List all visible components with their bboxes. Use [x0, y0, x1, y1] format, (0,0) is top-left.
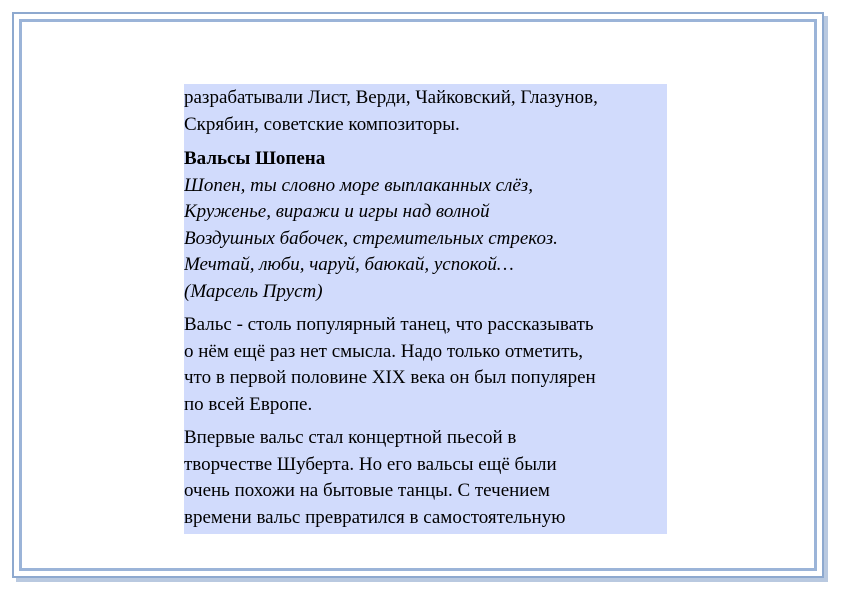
paragraph-line: Впервые вальс стал концертной пьесой в: [184, 427, 517, 448]
paragraph-line: Вальс - столь популярный танец, что рассказывать: [184, 314, 594, 335]
paragraph-waltz-popularity: [184, 312, 667, 418]
poem: [184, 173, 667, 306]
paragraph-line: творчестве Шуберта. Но его вальсы ещё были: [184, 453, 557, 475]
intro-line: разрабатывали Лист, Верди, Чайковский, Глазунов,: [184, 87, 598, 108]
text-box: [184, 84, 667, 534]
paragraph-concert-piece: [184, 425, 667, 531]
poem-line: Воздушных бабочек, стремительных стрекоз.: [184, 227, 558, 249]
intro-line: Скрябин, советские композиторы.: [184, 113, 460, 135]
paragraph-line: по всей Европе.: [184, 393, 313, 415]
poem-title: Вальсы Шопена: [184, 148, 326, 169]
paragraph-line: времени вальс превратился в самостоятельную: [184, 506, 566, 528]
poem-line: Мечтай, люби, чаруй, баюкай, успокой…: [184, 254, 514, 275]
paragraph-line: очень похожи на бытовые танцы. С течением: [184, 480, 550, 501]
intro-paragraph: [184, 85, 667, 138]
paragraph-line: о нём ещё раз нет смысла. Надо только отметить,: [184, 340, 584, 362]
poem-line: Круженье, виражи и игры над волной: [184, 201, 490, 222]
paragraph-line: что в первой половине XIX века он был популярен: [184, 367, 596, 388]
poem-line: Шопен, ты словно море выплаканных слёз,: [184, 174, 533, 196]
poem-author: (Марсель Пруст): [184, 280, 323, 302]
